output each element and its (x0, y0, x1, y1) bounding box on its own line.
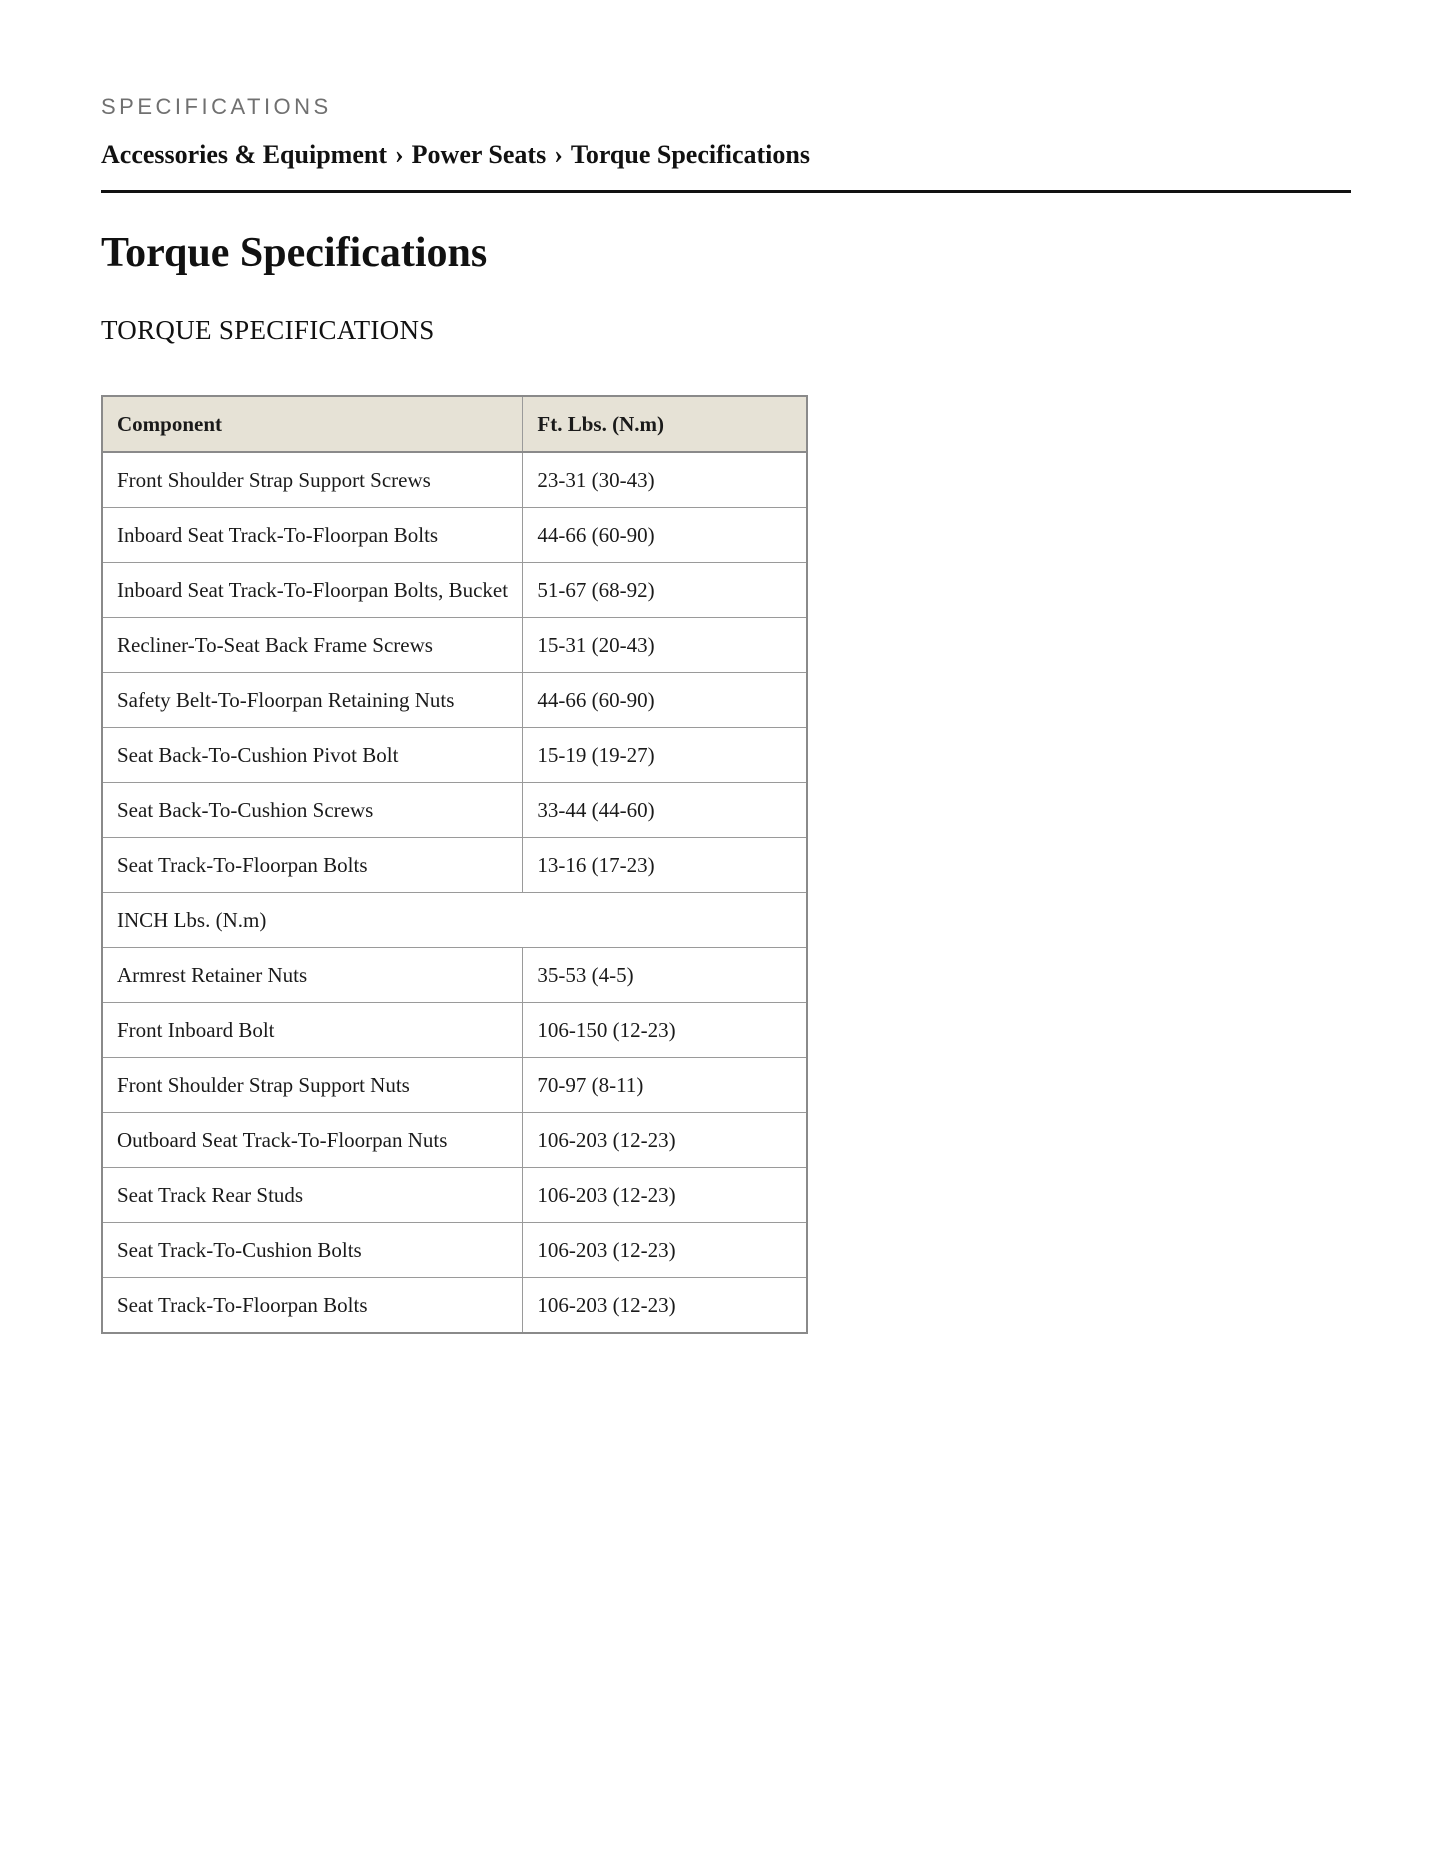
torque-value-cell: 44-66 (60-90) (523, 673, 807, 728)
column-header-value: Ft. Lbs. (N.m) (523, 396, 807, 452)
torque-value-cell: 33-44 (44-60) (523, 783, 807, 838)
table-row (102, 1058, 807, 1113)
section-label: SPECIFICATIONS (101, 94, 332, 119)
torque-value-cell: 51-67 (68-92) (523, 563, 807, 618)
column-header-component: Component (102, 396, 523, 452)
torque-value-cell: 13-16 (17-23) (523, 838, 807, 893)
breadcrumb (101, 138, 1351, 172)
torque-value-cell: 44-66 (60-90) (523, 508, 807, 563)
torque-value-cell: 106-203 (12-23) (523, 1223, 807, 1278)
torque-value-cell: 35-53 (4-5) (523, 948, 807, 1003)
table-header-row (102, 396, 807, 452)
breadcrumb-item-power-seats[interactable]: Power Seats (411, 140, 547, 169)
component-cell: Safety Belt-To-Floorpan Retaining Nuts (102, 673, 523, 728)
group-label: INCH Lbs. (N.m) (102, 893, 807, 948)
torque-value-cell: 106-150 (12-23) (523, 1003, 807, 1058)
table-row (102, 783, 807, 838)
component-cell: Recliner-To-Seat Back Frame Screws (102, 618, 523, 673)
table-row (102, 948, 807, 1003)
component-cell: Inboard Seat Track-To-Floorpan Bolts, Bucket (102, 563, 523, 618)
component-cell: Seat Back-To-Cushion Pivot Bolt (102, 728, 523, 783)
component-cell: Seat Track Rear Studs (102, 1168, 523, 1223)
component-cell: Inboard Seat Track-To-Floorpan Bolts (102, 508, 523, 563)
table-row (102, 563, 807, 618)
section-subtitle: TORQUE SPECIFICATIONS (101, 315, 435, 345)
component-cell: Front Shoulder Strap Support Screws (102, 452, 523, 508)
torque-value-cell: 23-31 (30-43) (523, 452, 807, 508)
table-row (102, 838, 807, 893)
page-title: Torque Specifications (101, 230, 488, 276)
component-cell: Front Shoulder Strap Support Nuts (102, 1058, 523, 1113)
torque-value-cell: 15-31 (20-43) (523, 618, 807, 673)
header-divider (101, 190, 1351, 193)
document-page (101, 92, 1351, 1334)
breadcrumb-item-torque-specifications[interactable]: Torque Specifications (570, 140, 810, 169)
breadcrumb-separator: › (554, 140, 563, 169)
table-row (102, 1278, 807, 1334)
breadcrumb-item-accessories[interactable]: Accessories & Equipment (101, 140, 387, 169)
component-cell: Seat Track-To-Floorpan Bolts (102, 838, 523, 893)
table-row (102, 728, 807, 783)
torque-value-cell: 106-203 (12-23) (523, 1278, 807, 1334)
table-group-row (102, 893, 807, 948)
table-row (102, 508, 807, 563)
table-row (102, 452, 807, 508)
breadcrumb-separator: › (394, 140, 404, 169)
component-cell: Armrest Retainer Nuts (102, 948, 523, 1003)
component-cell: Seat Track-To-Floorpan Bolts (102, 1278, 523, 1334)
torque-value-cell: 15-19 (19-27) (523, 728, 807, 783)
torque-value-cell: 106-203 (12-23) (523, 1113, 807, 1168)
torque-value-cell: 106-203 (12-23) (523, 1168, 807, 1223)
table-row (102, 1168, 807, 1223)
table-row (102, 1223, 807, 1278)
component-cell: Seat Track-To-Cushion Bolts (102, 1223, 523, 1278)
component-cell: Front Inboard Bolt (102, 1003, 523, 1058)
table-row (102, 1113, 807, 1168)
torque-spec-table (101, 395, 808, 1334)
table-row (102, 1003, 807, 1058)
table-row (102, 618, 807, 673)
table-body (102, 452, 807, 1333)
component-cell: Seat Back-To-Cushion Screws (102, 783, 523, 838)
table-row (102, 673, 807, 728)
component-cell: Outboard Seat Track-To-Floorpan Nuts (102, 1113, 523, 1168)
torque-value-cell: 70-97 (8-11) (523, 1058, 807, 1113)
